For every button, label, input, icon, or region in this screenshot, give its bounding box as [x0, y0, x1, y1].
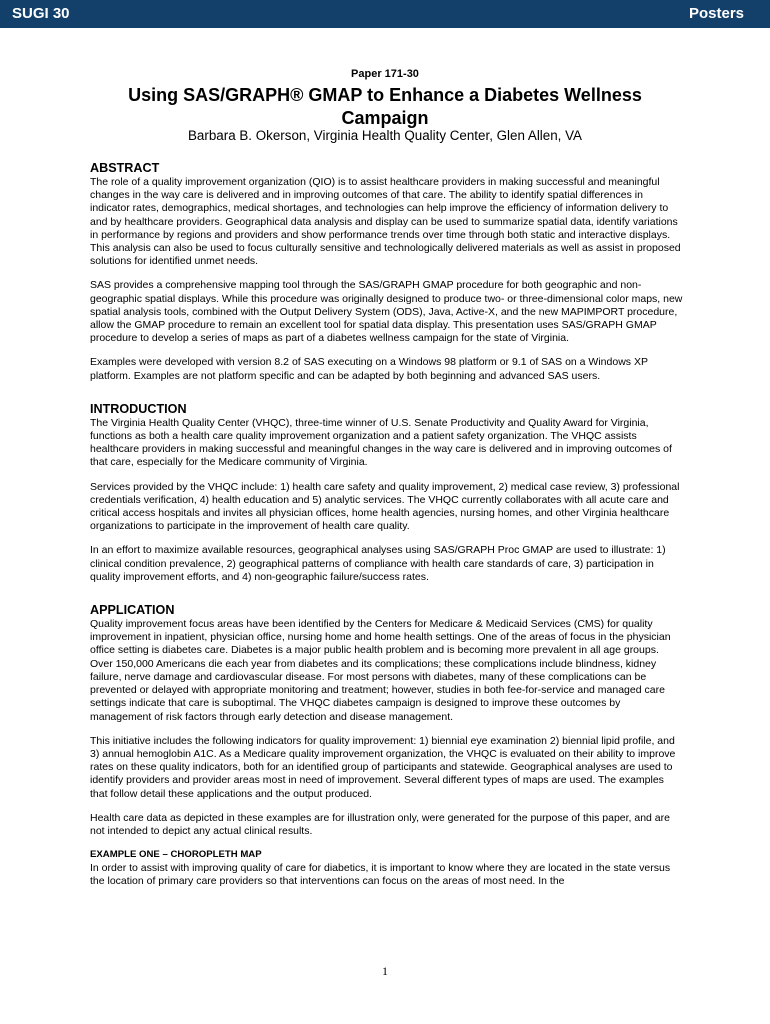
paragraph: The Virginia Health Quality Center (VHQC), three-time winner of U.S. Senate Productivity and Quality Award for Virginia, functions as both a health care quality improvement organization and a patient safety organization. The VHQC assists healthcare providers in making successful and meaningful changes in the way care is delivered and in improving outcomes of that care, especially for the Medicare community of Virginia. [90, 416, 672, 469]
introduction-heading: INTRODUCTION [90, 401, 187, 416]
paragraph: Quality improvement focus areas have been identified by the Centers for Medicare & Medicaid Services (CMS) for quality improvement in inpatient, physician office, nursing home and home health settings. One of the areas of focus in the physician office setting is diabetes care. Diabetes is a major public health problem and is becoming more prevalent in all age groups. Over 150,000 Americans die each year from diabetes and its complications; these complications include blindness, kidney failure, nerve damage and cardiovascular disease. For most persons with diabetes, many of these complications can be prevented or delayed with appropriate monitoring and treatment; however, studies in both fee-for-service and managed care settings indicate that care is suboptimal. The VHQC diabetes campaign is designed to improve these outcomes by management of risk factors through early detection and disease management. [90, 618, 671, 723]
abstract-heading: ABSTRACT [90, 161, 160, 175]
example-heading: EXAMPLE ONE – CHOROPLETH MAP [90, 849, 262, 861]
paper-body [90, 160, 684, 889]
abstract-section [90, 160, 684, 383]
conference-label: SUGI 30 [12, 5, 70, 22]
introduction-section [90, 401, 684, 584]
paragraph: SAS provides a comprehensive mapping tool through the SAS/GRAPH GMAP procedure for both geographic and non-geographic spatial displays. While this procedure was originally designed to produce two- or three-dimensional color maps, new spatial analysis tools, combined with the Output Delivery System (ODS), Java, Active-X, and the new MAPIMPORT procedure, allow the GMAP procedure to remain an excellent tool for spatial data display. This presentation uses SAS/GRAPH GMAP procedure to develop a series of maps as part of a diabetes wellness campaign for the state of Virginia. [90, 279, 683, 345]
section-label: Posters [688, 5, 744, 22]
paragraph: Services provided by the VHQC include: 1) health care safety and quality improvement, 2) medical case review, 3) professional credentials verification, 4) health education and 5) analytic services. The VHQC currently collaborates with all acute care and critical access hospitals and invites all physician offices, home health agencies, nursing homes, and other Virginia healthcare organizations to participate in the improvement of health care quality. [90, 480, 680, 533]
paragraph: Examples were developed with version 8.2 of SAS executing on a Windows 98 platform or 9.1 of SAS on a Windows XP platform. Examples are not platform specific and can be adapted by both beginning and advanced SAS users. [90, 356, 648, 382]
paper-title: Using SAS/GRAPH® GMAP to Enhance a Diabetes Wellness Campaign [128, 85, 642, 128]
application-heading: APPLICATION [90, 603, 175, 618]
author-line: Barbara B. Okerson, Virginia Health Quality Center, Glen Allen, VA [188, 128, 582, 143]
paragraph: Health care data as depicted in these examples are for illustration only, were generated for the purpose of this paper, and are not intended to depict any actual clinical results. [90, 811, 670, 837]
paragraph: In an effort to maximize available resources, geographical analyses using SAS/GRAPH Proc GMAP are used to illustrate: 1) clinical condition prevalence, 2) geographical patterns of compliance with health care standards of care, 3) participation in quality improvement efforts, and 4) non-geographic failure/success rates. [90, 544, 666, 583]
paragraph: The role of a quality improvement organization (QIO) is to assist healthcare providers in making successful and meaningful changes in the way care is delivered and in improving outcomes of that care. The ability to identify spatial differences in indicator rates, demographics, medical shortages, and technologies can help improve the efficiency of information delivery to and by healthcare providers. Geographical data analysis and display can be used to summarize spatial data, identify variations in performance by regions and providers and show performance trends over time through both static and interactive displays. This analysis can also be used to focus culturally sensitive and technologically delivered materials as well as assist in proposed solutions for identified unmet needs. [90, 176, 681, 268]
header-bar [0, 0, 770, 28]
application-section [90, 602, 684, 888]
paragraph: This initiative includes the following indicators for quality improvement: 1) biennial eye examination 2) biennial lipid profile, and 3) annual hemoglobin A1C. As a Medicare quality improvement organization, the VHQC is evaluated on their ability to improve rates on these quality indicators, both for an identified group of participants and statewide. Geographical analyses are used to identify providers and provider areas most in need of improvement. Several different types of maps are used. The examples that follow detail these applications and the output produced. [90, 734, 676, 800]
paper-number: Paper 171-30 [351, 68, 419, 80]
paragraph: In order to assist with improving quality of care for diabetics, it is important to know where they are located in the state versus the location of primary care providers so that interventions can focus on the areas of most need. In the [90, 862, 671, 888]
page-number: 1 [382, 964, 388, 978]
